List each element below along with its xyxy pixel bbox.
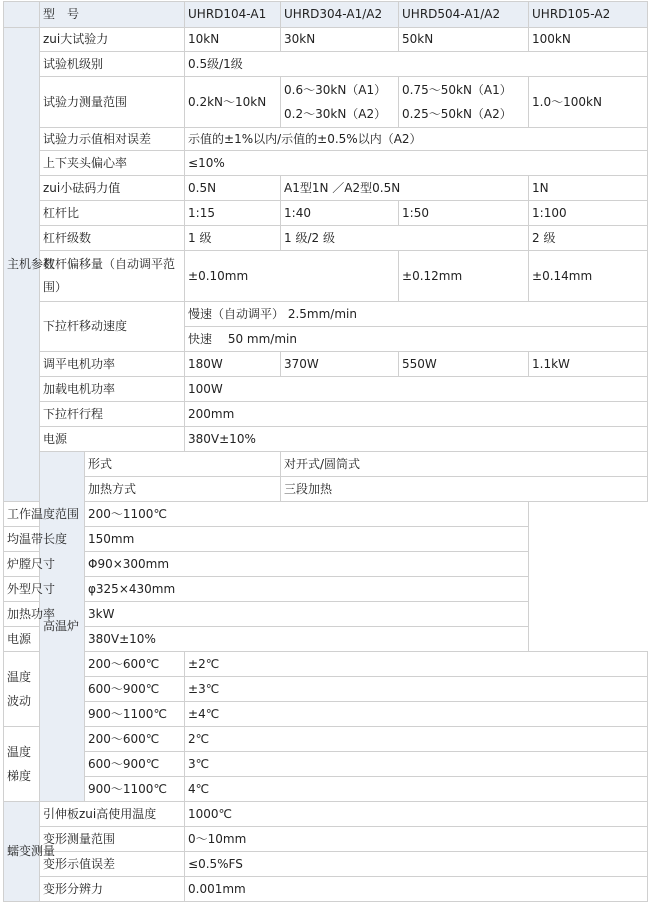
label-lever-stages: 杠杆级数	[40, 226, 185, 251]
lever-ratio-3: 1:50	[399, 201, 529, 226]
row-heating-method	[4, 477, 648, 502]
label-lever-ratio: 杠杆比	[40, 201, 185, 226]
lever-offset-3: ±0.12mm	[399, 251, 529, 302]
label-deformation-range: 变形测量范围	[40, 827, 185, 852]
pull-rod-speed-slow: 慢速（自动调平） 2.5mm/min	[185, 302, 648, 327]
row-gradient-2	[4, 752, 648, 777]
label-furnace-form: 形式	[85, 452, 281, 477]
row-pull-rod-travel	[4, 402, 648, 427]
model-col-4: UHRD105-A2	[529, 2, 648, 28]
row-max-force	[4, 28, 648, 52]
row-fluctuation-3	[4, 702, 648, 727]
label-deformation-error: 变形示值误差	[40, 852, 185, 877]
furnace-power-value: 380V±10%	[85, 627, 529, 652]
deformation-resolution-value: 0.001mm	[185, 877, 648, 902]
label-pull-rod-speed: 下拉杆移动速度	[40, 302, 185, 352]
row-min-weight	[4, 176, 648, 201]
label-lever-offset: 杠杆偏移量（自动调平范围）	[40, 251, 185, 302]
deformation-range-value: 0～10mm	[185, 827, 648, 852]
gradient-value-3: 4℃	[185, 777, 648, 802]
label-loading-motor: 加载电机功率	[40, 377, 185, 402]
lever-stages-4: 2 级	[529, 226, 648, 251]
row-gradient-1	[4, 727, 648, 752]
row-force-range	[4, 77, 648, 128]
row-fluctuation-1	[4, 652, 648, 677]
heating-power-value: 3kW	[85, 602, 529, 627]
row-furnace-form	[4, 452, 648, 477]
row-working-temp	[4, 502, 648, 527]
loading-motor-value: 100W	[185, 377, 648, 402]
label-force-range: 试验力测量范围	[40, 77, 185, 128]
label-min-weight: zui小砝码力值	[40, 176, 185, 201]
model-label: 型 号	[40, 2, 185, 28]
model-col-2: UHRD304-A1/A2	[281, 2, 399, 28]
fluctuation-value-2: ±3℃	[185, 677, 648, 702]
leveling-motor-1: 180W	[185, 352, 281, 377]
row-lever-offset	[4, 251, 648, 302]
row-leveling-motor	[4, 352, 648, 377]
working-temp-value: 200～1100℃	[85, 502, 529, 527]
max-force-3: 50kN	[399, 28, 529, 52]
row-deformation-error	[4, 852, 648, 877]
heating-method-value: 三段加热	[281, 477, 648, 502]
row-grip-eccentricity	[4, 151, 648, 176]
force-error-value: 示值的±1%以内/示值的±0.5%以内（A2）	[185, 128, 648, 151]
label-force-error: 试验力示值相对误差	[40, 128, 185, 151]
label-furnace-power: 电源	[4, 627, 85, 652]
power-value: 380V±10%	[185, 427, 648, 452]
label-fluctuation: 温度波动	[4, 652, 40, 727]
spec-table	[3, 1, 648, 902]
fluctuation-range-3: 900～1100℃	[85, 702, 185, 727]
min-weight-4: 1N	[529, 176, 648, 201]
creep-max-temp-value: 1000℃	[185, 802, 648, 827]
label-heating-method: 加热方式	[85, 477, 281, 502]
label-max-force: zui大试验力	[40, 28, 185, 52]
gradient-range-1: 200～600℃	[85, 727, 185, 752]
row-deformation-resolution	[4, 877, 648, 902]
max-force-1: 10kN	[185, 28, 281, 52]
label-creep-max-temp: 引伸板zui高使用温度	[40, 802, 185, 827]
force-range-3	[399, 77, 529, 128]
lever-ratio-4: 1:100	[529, 201, 648, 226]
furnace-form-value: 对开式/圆筒式	[281, 452, 648, 477]
force-range-4: 1.0～100kN	[529, 77, 648, 128]
row-lever-ratio	[4, 201, 648, 226]
lever-stages-1: 1 级	[185, 226, 281, 251]
row-creep-max-temp	[4, 802, 648, 827]
label-leveling-motor: 调平电机功率	[40, 352, 185, 377]
row-outer-size	[4, 577, 648, 602]
fluctuation-range-2: 600～900℃	[85, 677, 185, 702]
max-force-2: 30kN	[281, 28, 399, 52]
lever-ratio-2: 1:40	[281, 201, 399, 226]
leveling-motor-3: 550W	[399, 352, 529, 377]
row-chamber-size	[4, 552, 648, 577]
row-uniform-zone	[4, 527, 648, 552]
row-lever-stages	[4, 226, 648, 251]
row-power	[4, 427, 648, 452]
outer-size-value: φ325×430mm	[85, 577, 529, 602]
force-range-3-a2: 0.25～50kN（A2）	[402, 107, 512, 121]
leveling-motor-4: 1.1kW	[529, 352, 648, 377]
fluctuation-value-1: ±2℃	[185, 652, 648, 677]
model-col-1: UHRD104-A1	[185, 2, 281, 28]
label-outer-size: 外型尺寸	[4, 577, 85, 602]
label-power: 电源	[40, 427, 185, 452]
header-row	[4, 2, 648, 28]
force-range-2	[281, 77, 399, 128]
row-gradient-3	[4, 777, 648, 802]
lever-offset-4: ±0.14mm	[529, 251, 648, 302]
row-loading-motor	[4, 377, 648, 402]
row-fluctuation-2	[4, 677, 648, 702]
min-weight-1: 0.5N	[185, 176, 281, 201]
pull-rod-speed-fast: 快速 50 mm/min	[185, 327, 648, 352]
header-corner	[4, 2, 40, 28]
force-range-3-a1: 0.75～50kN（A1）	[402, 83, 512, 97]
row-force-error	[4, 128, 648, 151]
force-range-2-a1: 0.6～30kN（A1）	[284, 83, 387, 97]
label-deformation-resolution: 变形分辨力	[40, 877, 185, 902]
uniform-zone-value: 150mm	[85, 527, 529, 552]
label-pull-rod-travel: 下拉杆行程	[40, 402, 185, 427]
lever-ratio-1: 1:15	[185, 201, 281, 226]
grip-eccentricity-value: ≤10%	[185, 151, 648, 176]
group-furnace: 高温炉	[40, 452, 85, 802]
gradient-range-2: 600～900℃	[85, 752, 185, 777]
label-gradient: 温度梯度	[4, 727, 40, 802]
row-deformation-range	[4, 827, 648, 852]
row-pull-rod-speed-slow	[4, 302, 648, 327]
fluctuation-value-3: ±4℃	[185, 702, 648, 727]
group-main-params: 主机参数	[4, 28, 40, 502]
min-weight-23: A1型1N ／A2型0.5N	[281, 176, 529, 201]
label-working-temp: 工作温度范围	[4, 502, 85, 527]
label-machine-class: 试验机级别	[40, 52, 185, 77]
row-heating-power	[4, 602, 648, 627]
leveling-motor-2: 370W	[281, 352, 399, 377]
machine-class-value: 0.5级/1级	[185, 52, 648, 77]
label-grip-eccentricity: 上下夹头偏心率	[40, 151, 185, 176]
label-heating-power: 加热功率	[4, 602, 85, 627]
gradient-value-2: 3℃	[185, 752, 648, 777]
fluctuation-range-1: 200～600℃	[85, 652, 185, 677]
gradient-value-1: 2℃	[185, 727, 648, 752]
lever-stages-23: 1 级/2 级	[281, 226, 529, 251]
max-force-4: 100kN	[529, 28, 648, 52]
model-col-3: UHRD504-A1/A2	[399, 2, 529, 28]
pull-rod-travel-value: 200mm	[185, 402, 648, 427]
force-range-2-a2: 0.2～30kN（A2）	[284, 107, 387, 121]
gradient-range-3: 900～1100℃	[85, 777, 185, 802]
row-machine-class	[4, 52, 648, 77]
force-range-1: 0.2kN～10kN	[185, 77, 281, 128]
chamber-size-value: Φ90×300mm	[85, 552, 529, 577]
deformation-error-value: ≤0.5%FS	[185, 852, 648, 877]
row-furnace-power	[4, 627, 648, 652]
group-creep: 蠕变测量	[4, 802, 40, 902]
label-chamber-size: 炉膛尺寸	[4, 552, 85, 577]
lever-offset-12: ±0.10mm	[185, 251, 399, 302]
label-uniform-zone: 均温带长度	[4, 527, 85, 552]
